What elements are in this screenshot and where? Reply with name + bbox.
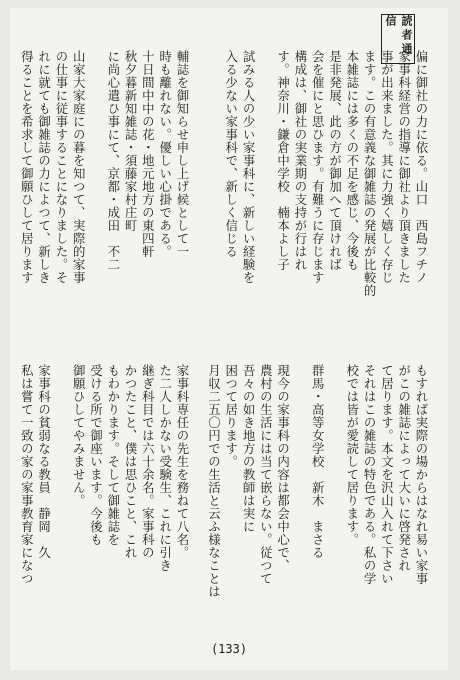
document-page [10, 8, 448, 670]
text-line: がこの雑誌によって大いに啓発され [396, 364, 412, 572]
text-line: 現今の家事科の内容は都会中心で、 [275, 364, 291, 572]
article-text-top-right [222, 50, 430, 308]
text-line: もわかります。そして御雑誌を [105, 364, 121, 546]
text-line: 輔誌を御知らせ申し上げ候として一 [174, 50, 190, 258]
text-line: 家事科経営の指導に御社より頂きました [396, 50, 412, 284]
text-line: 試みる人の少い家事科に、新しい経験を [241, 50, 257, 284]
text-line: 困つて居ります。 [223, 364, 239, 468]
page-number: (133) [210, 642, 248, 656]
text-line: 山家大家庭にの暮を知つて、実際的家事 [71, 50, 87, 284]
text-line: 月収二五〇円での生活と云ふ様なことは [206, 364, 222, 598]
text-line: 継ぎ科目では六十余名。家事科の [140, 364, 156, 559]
text-line: もすれば実際の場からはなれ易い家事 [414, 364, 429, 585]
text-line: す。神奈川・鎌倉中学校 楠本よし子 [275, 50, 291, 271]
text-line: かつたこと、僕は思ひこと、これ [123, 364, 139, 559]
text-line: 農村の生活には当て嵌らない。従つて [258, 364, 274, 585]
text-line: 吾々の如き地方の教師は実に [241, 364, 257, 533]
text-line: 是非発展、此の方が御加へて頂ければ [327, 50, 343, 271]
text-line: 時も離れない。優しい心掛である。 [157, 50, 173, 258]
text-line: 事が出来ました。其に力強く嬉しく存じ [379, 50, 395, 284]
text-line: 家事科の貧弱なる教員 静岡 久 [36, 364, 52, 559]
text-line: 構成は、御社の実業期の支持が行はれ [292, 50, 308, 271]
text-line: 会を催にと思ひます。有難うに存じます [310, 50, 326, 284]
text-line: 私は嘗て一致の家の家事教育家になつ [19, 364, 35, 585]
text-line: ます。この有意義な御雑誌の発展が比較的 [362, 50, 378, 297]
article-text-top-left [18, 50, 191, 308]
text-line: 御願ひしてやみません。 [71, 364, 87, 507]
text-line: て居ります。本文を沢山入れて下さい [379, 364, 395, 585]
text-line: 校では皆が愛読して居ります。 [344, 364, 360, 546]
text-line: 本雑誌には多くの不足を感じ、今後も [344, 50, 360, 271]
text-line: れに就ても御雑誌の力によつて、新しき [36, 50, 52, 284]
text-line: 秋夕暮新知雑誌・須藤家村庄町 [123, 50, 139, 232]
text-line: 入る少ない家事科で、新しく信じる [223, 50, 239, 258]
text-line: 十日間中中の花・地元地方の東四軒 [140, 50, 156, 258]
text-line: それはこの雑誌の特色である。私の学 [362, 364, 378, 585]
text-line: の仕事に従事することになりました。そ [53, 50, 69, 284]
text-line: に尚心遣ひ事にて、京都・成田 不二 [105, 50, 121, 271]
text-line: 群馬・高等女学校 新木 まさる [310, 364, 326, 559]
article-text-bottom-right [205, 364, 430, 616]
text-line: た二人しかない受験生、これに引き [157, 364, 173, 572]
article-text-bottom-left [18, 364, 191, 616]
text-line: 得ることを希求して御願ひして居ります [19, 50, 35, 284]
text-line: 受ける所で御座います。今後も [88, 364, 104, 546]
text-line: 偏に御社の力に依る。山口 西島フチノ [414, 50, 429, 284]
section-heading: 読者通信 [384, 15, 413, 57]
text-line: 家事科専任の先生を務ねて八名。 [174, 364, 190, 559]
